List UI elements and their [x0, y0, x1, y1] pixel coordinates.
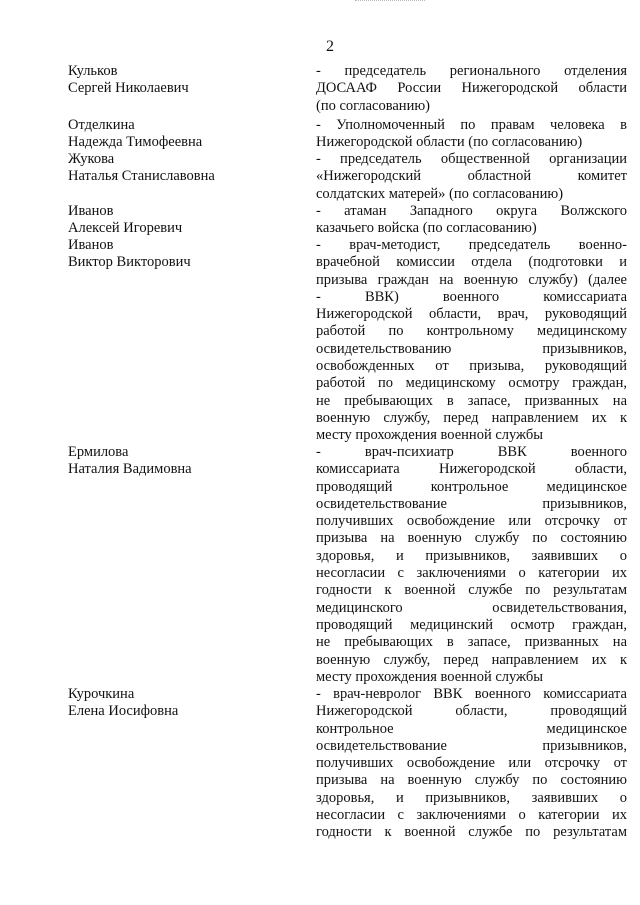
member-given-names: Наталья Станиславовна [68, 168, 215, 185]
member-position [316, 686, 627, 842]
position-line: медицинского освидетельствования, [316, 599, 627, 616]
position-line: призыва на военную службу по состоянию [316, 530, 627, 547]
position-line: казачьего войска (по согласованию) [316, 220, 537, 237]
member-given-names: Надежда Тимофеевна [68, 134, 203, 151]
position-line: освобожденных от призыва, руководящий [316, 358, 627, 375]
member-position [316, 151, 627, 203]
position-line: Нижегородской области (по согласованию) [316, 134, 583, 151]
member-position [316, 444, 627, 686]
member-surname: Иванов [68, 203, 114, 219]
member-surname: Ермилова [68, 444, 129, 460]
position-line: Нижегородской области, врач, руководящий [316, 306, 627, 323]
position-line: несогласии с заключениями о категории их [316, 807, 627, 824]
member-surname: Курочкина [68, 686, 135, 702]
position-line: проводящий контрольное медицинское [316, 478, 627, 495]
member-given-names: Алексей Игоревич [68, 220, 183, 237]
position-line: здоровья, и призывников, заявивших о [316, 789, 627, 806]
position-line: получивших освобождение или отсрочку от [316, 513, 627, 530]
member-name [68, 686, 298, 721]
position-line: призыва на военную службу по состоянию [316, 772, 627, 789]
position-line: врачебной комиссии отдела (подготовки и [316, 254, 627, 271]
position-line: освидетельствование призывников, [316, 495, 627, 512]
member-name [68, 63, 298, 98]
position-line: - врач-методист, председатель военно- [316, 237, 627, 253]
position-line: Нижегородской области, проводящий [316, 703, 627, 720]
position-line: здоровья, и призывников, заявивших о [316, 547, 627, 564]
position-line: получивших освобождение или отсрочку от [316, 755, 627, 772]
member-given-names: Сергей Николаевич [68, 80, 189, 97]
position-line: работой по медицинскому осмотру граждан, [316, 375, 627, 392]
member-name [68, 444, 298, 479]
position-line: - врач-невролог ВВК военного комиссариата [316, 686, 627, 702]
position-line: военную службу, перед направлением их к [316, 409, 627, 426]
scan-artifact [355, 0, 425, 4]
position-line: несогласии с заключениями о категории их [316, 565, 627, 582]
position-line: работой по контрольному медицинскому [316, 323, 627, 340]
member-position [316, 117, 627, 152]
position-line: призыва граждан на военную службу) (далее [316, 271, 627, 288]
position-line: годности к военной службе по результатам [316, 824, 627, 841]
position-line: - врач-психиатр ВВК военного [316, 444, 627, 460]
member-surname: Иванов [68, 237, 114, 253]
position-line: - ВВК) военного комиссариата [316, 288, 627, 305]
member-name [68, 117, 298, 152]
position-line: (по согласованию) [316, 97, 430, 114]
page-number: 2 [326, 38, 334, 55]
member-surname: Кульков [68, 63, 118, 79]
member-position [316, 203, 627, 238]
position-line: военную службу, перед направлением их к [316, 651, 627, 668]
member-name [68, 237, 298, 272]
position-line: комиссариата Нижегородской области, [316, 461, 627, 478]
position-line: - председатель общественной организации [316, 151, 627, 167]
position-line: - председатель регионального отделения [316, 63, 627, 79]
member-given-names: Наталия Вадимовна [68, 461, 192, 478]
position-line: не пребывающих в запасе, призванных на [316, 392, 627, 409]
position-line: контрольное медицинское [316, 720, 627, 737]
position-line: - атаман Западного округа Волжского [316, 203, 627, 219]
position-line: месту прохождения военной службы [316, 668, 544, 685]
position-line: месту прохождения военной службы [316, 427, 544, 444]
position-line: освидетельствованию призывников, [316, 340, 627, 357]
member-position [316, 237, 627, 445]
position-line: годности к военной службе по результатам [316, 582, 627, 599]
position-line: ДОСААФ России Нижегородской области [316, 80, 627, 97]
position-line: не пребывающих в запасе, призванных на [316, 634, 627, 651]
position-line: солдатских матерей» (по согласованию) [316, 185, 564, 202]
member-surname: Жукова [68, 151, 115, 167]
member-name [68, 203, 298, 238]
position-line: проводящий медицинский осмотр граждан, [316, 616, 627, 633]
member-given-names: Елена Иосифовна [68, 703, 179, 720]
member-name [68, 151, 298, 186]
position-line: - Уполномоченный по правам человека в [316, 117, 627, 133]
member-surname: Отделкина [68, 117, 135, 133]
position-line: освидетельствование призывников, [316, 737, 627, 754]
member-position [316, 63, 627, 115]
position-line: «Нижегородский областной комитет [316, 168, 627, 185]
member-given-names: Виктор Викторович [68, 254, 191, 271]
